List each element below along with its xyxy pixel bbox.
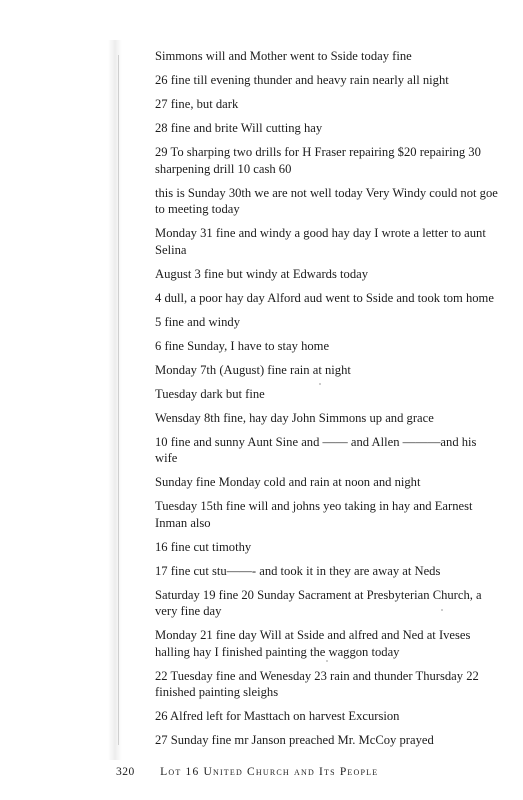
diary-entry: 5 fine and windy [155,314,240,329]
page-number: 320 [116,766,135,778]
diary-entry: Tuesday dark but fine [155,386,265,401]
diary-entry: 28 fine and brite Will cutting hay [155,121,323,135]
book-gutter-line [118,55,119,745]
diary-entry: Wensday 8th fine, hay day John Simmons up and grace [155,410,434,425]
diary-entry: 26 fine till evening thunder and heavy rain nearly all night [155,73,449,87]
print-speck [319,383,321,385]
diary-entry: 26 Alfred left for Masttach on harvest Excursion [155,709,400,723]
diary-entries [155,48,500,756]
diary-entry: August 3 fine but windy at Edwards today [155,266,369,281]
diary-entry: Tuesday 15th fine will and johns yeo taking in hay and Earnest Inman also [155,499,473,530]
diary-entry: 17 fine cut stu——- and took it in they are away at Neds [155,563,441,578]
diary-entry: 27 fine, but dark [155,97,239,111]
print-speck [441,609,443,611]
diary-entry: 6 fine Sunday, I have to stay home [155,338,330,353]
print-speck [326,660,328,662]
diary-entry: Monday 31 fine and windy a good hay day I wrote a letter to aunt Selina [155,226,486,257]
diary-entry: Monday 7th (August) fine rain at night [155,362,351,377]
diary-entry: 10 fine and sunny Aunt Sine and —— and Allen ———and his wife [155,434,477,465]
diary-entry: Monday 21 fine day Will at Sside and alfred and Ned at Iveses halling hay I finished painting the waggon today [155,628,471,659]
diary-entry: 4 dull, a poor hay day Alford aud went to Sside and took tom home [155,290,494,305]
diary-entry: Sunday fine Monday cold and rain at noon and night [155,475,421,489]
diary-entry: 16 fine cut timothy [155,539,252,554]
diary-entry: Saturday 19 fine 20 Sunday Sacrament at Presbyterian Church, a very fine day [155,587,482,618]
diary-entry: Simmons will and Mother went to Sside today fine [155,49,412,63]
diary-entry: 22 Tuesday fine and Wenesday 23 rain and thunder Thursday 22 finished painting sleighs [155,668,479,699]
running-head: Lot 16 United Church and Its People [160,766,379,778]
diary-entry: 27 Sunday fine mr Janson preached Mr. McCoy prayed [155,733,434,747]
page-footer [116,766,516,778]
book-gutter-shadow [108,40,122,760]
diary-entry: 29 To sharping two drills for H Fraser repairing $20 repairing 30 sharpening drill 10 cash 60 [155,145,481,176]
diary-entry: this is Sunday 30th we are not well today Very Windy could not goe to meeting today [155,185,498,216]
